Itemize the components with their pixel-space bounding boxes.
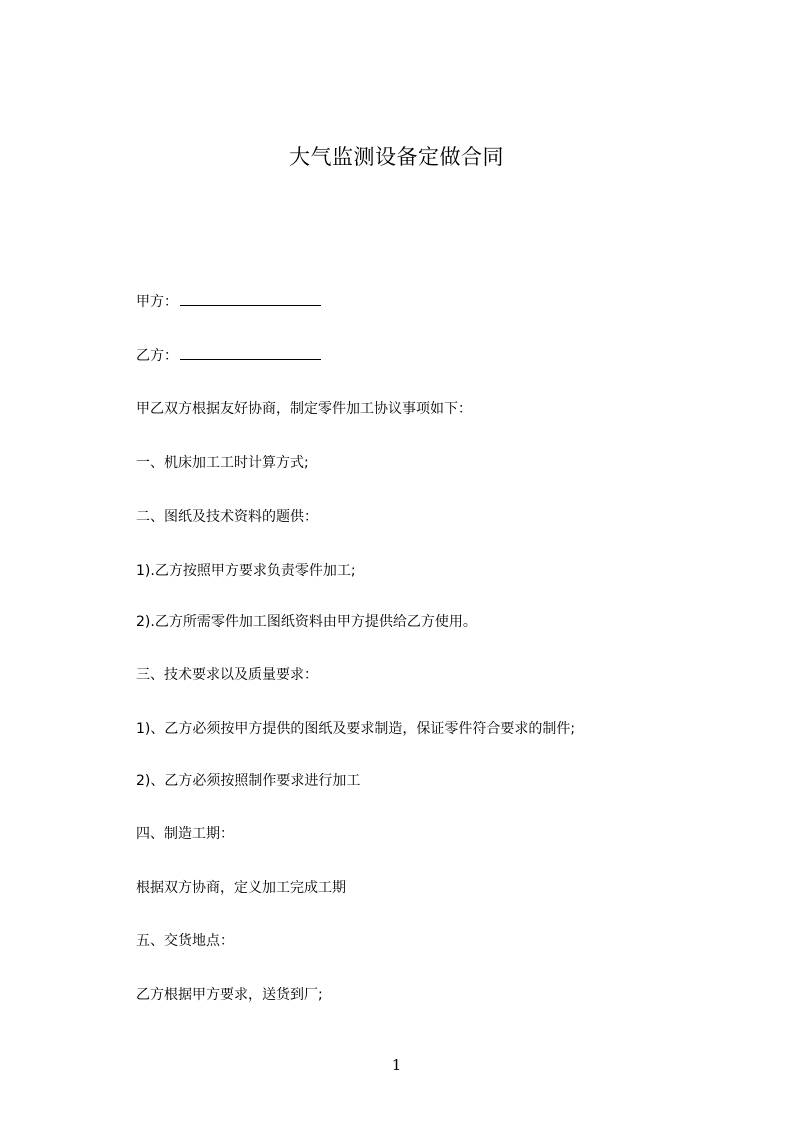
section-3-heading: 三、技术要求以及质量要求： — [136, 667, 318, 683]
section-4-heading: 四、制造工期： — [136, 826, 234, 842]
party-a-line — [136, 291, 321, 312]
section-3-item-1: 1)、乙方必须按甲方提供的图纸及要求制造，保证零件符合要求的制件; — [136, 721, 576, 737]
document-title: 大气监测设备定做合同 — [289, 145, 504, 169]
section-2-item-2: 2).乙方所需零件加工图纸资料由甲方提供给乙方使用。 — [136, 614, 477, 630]
party-b-label: 乙方： — [136, 348, 178, 364]
paragraph-intro: 甲乙双方根据友好协商，制定零件加工协议事项如下： — [136, 401, 472, 417]
section-5-heading: 五、交货地点： — [136, 933, 234, 949]
section-5-body: 乙方根据甲方要求，送货到厂; — [136, 987, 323, 1003]
section-3-item-2: 2)、乙方必须按照制作要求进行加工 — [136, 773, 361, 789]
section-2-heading: 二、图纸及技术资料的题供： — [136, 509, 318, 525]
section-2-item-1: 1).乙方按照甲方要求负责零件加工; — [136, 563, 356, 579]
section-1-heading: 一、机床加工工时计算方式; — [136, 455, 309, 471]
party-a-blank — [180, 291, 321, 306]
party-b-line — [136, 345, 321, 366]
party-a-label: 甲方： — [136, 294, 178, 310]
page-number: 1 — [391, 1056, 402, 1074]
party-b-blank — [180, 345, 321, 360]
section-4-body: 根据双方协商，定义加工完成工期 — [136, 880, 346, 896]
